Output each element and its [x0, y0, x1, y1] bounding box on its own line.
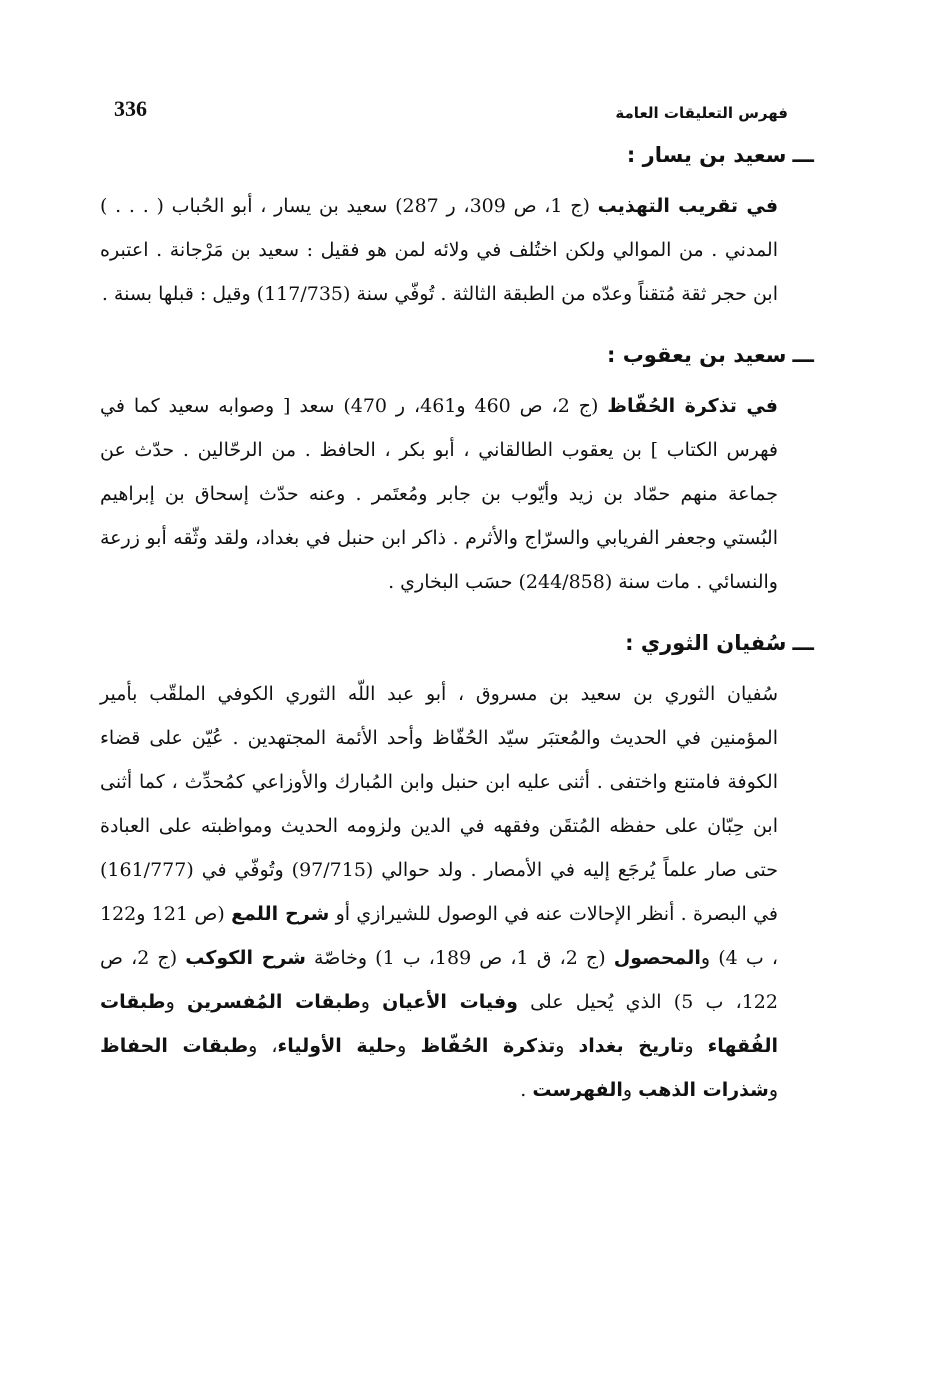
cited-work-title: شذرات الذهب — [638, 1079, 769, 1101]
cited-work-title: حلية الأولياء — [277, 1035, 398, 1057]
entry-saeed-bin-yasar — [100, 140, 814, 316]
entry-body — [100, 184, 808, 316]
cited-work-title: شرح الكوكب — [185, 947, 306, 969]
dash-mark: ـــ — [792, 343, 814, 367]
cited-work-title: في تقريب التهذيب — [597, 195, 779, 217]
dash-mark: ـــ — [792, 631, 814, 655]
entry-title-text: سعيد بن يسار : — [626, 143, 787, 167]
body-text: و — [768, 1079, 778, 1101]
cited-work-title: تاريخ بغداد — [578, 1035, 685, 1057]
body-text: ، و — [248, 1035, 278, 1057]
cited-work-title: المحصول — [613, 947, 701, 969]
cited-work-title: طبقات الفُقهاء — [100, 991, 778, 1057]
entry-title — [100, 340, 814, 370]
body-text: و — [555, 1035, 579, 1057]
body-text: و — [622, 1079, 639, 1101]
body-text: (ج 2، ص 460 و461، ر 470) سعد [ وصوابه سعيد كما في فهرس الكتاب ] بن يعقوب الطالقاني ، أبو بكر ، الحافظ . من الرحّالين . حدّث عن جماعة منهم حمّاد بن زيد وأيّوب بن جابر ومُعتَمر . وعنه حدّث إسحاق بن إبراهيم البُستي وجعفر الفريابي والسرّاج والأثرم . ذاكر ابن حنبل في بغداد، ولقد وثّقه أبو زرعة والنسائي . مات سنة (244/858) حسَب البخاري . — [100, 395, 778, 593]
entry-sufyan-al-thawri — [100, 628, 814, 1112]
cited-work-title: في تذكرة الحُفّاظ — [607, 395, 778, 417]
cited-work-title: تذكرة الحُفّاظ — [420, 1035, 556, 1057]
entry-title — [100, 140, 814, 170]
body-text: (ج 2، ق 1، ص 189، ب 1) وخاصّة — [305, 947, 614, 969]
cited-work-title: الفهرست — [532, 1079, 623, 1101]
body-text: و — [360, 991, 383, 1013]
entry-title — [100, 628, 814, 658]
entry-body — [100, 672, 808, 1112]
body-text: (ج 2، ص 122، ب 5) الذي يُحيل على — [100, 947, 778, 1013]
body-text: سُفيان الثوري بن سعيد بن مسروق ، أبو عبد اللّه الثوري الكوفي الملقّب بأمير المؤمنين في الحديث والمُعتبَر سيّد الحُفّاظ وأحد الأئمة المجتهدين . عُيّن على قضاء الكوفة فامتنع واختفى . أثنى عليه ابن حنبل وابن المُبارك والأوزاعي كمُحدِّث ، كما أثنى ابن حِبّان على حفظه المُتقَن وفقهه في الدين ولزومه الحديث ومواظبته على العبادة حتى صار علماً يُرجَع إليه في الأمصار . ولد حوالي (97/715) وتُوفّي في (161/777) في البصرة . أنظر الإحالات عنه في الوصول للشيرازي أو — [100, 683, 778, 925]
page-number: 336 — [114, 96, 147, 121]
entry-saeed-bin-yaqub — [100, 340, 814, 604]
cited-work-title: شرح اللمع — [231, 903, 330, 925]
cited-work-title: وفيات الأعيان — [382, 991, 518, 1013]
entry-body — [100, 384, 808, 604]
body-text: و — [165, 991, 187, 1013]
running-head — [110, 92, 788, 132]
body-text: . — [520, 1079, 533, 1101]
entries-container — [100, 140, 814, 1136]
dash-mark: ـــ — [792, 143, 814, 167]
body-text: (ص 121 و122 ، ب 4) و — [100, 903, 778, 969]
body-text: و — [397, 1035, 421, 1057]
body-text: (ج 1، ص 309، ر 287) سعيد بن يسار ، أبو الحُباب ( . . . ) المدني . من الموالي ولكن اختُلف في ولائه لمن هو فقيل : سعيد بن مَرْجانة . اعتبره ابن حجر ثقة مُتقناً وعدّه من الطبقة الثالثة . تُوفّي سنة (117/735) وقيل : قبلها بسنة . — [100, 195, 778, 305]
running-title: فهرس التعليقات العامة — [615, 104, 788, 122]
cited-work-title: طبقات المُفسرين — [186, 991, 361, 1013]
entry-title-text: سعيد بن يعقوب : — [607, 343, 787, 367]
body-text: و — [684, 1035, 708, 1057]
cited-work-title: طبقات الحفاظ — [100, 1035, 249, 1057]
entry-title-text: سُفيان الثوري : — [625, 631, 787, 655]
